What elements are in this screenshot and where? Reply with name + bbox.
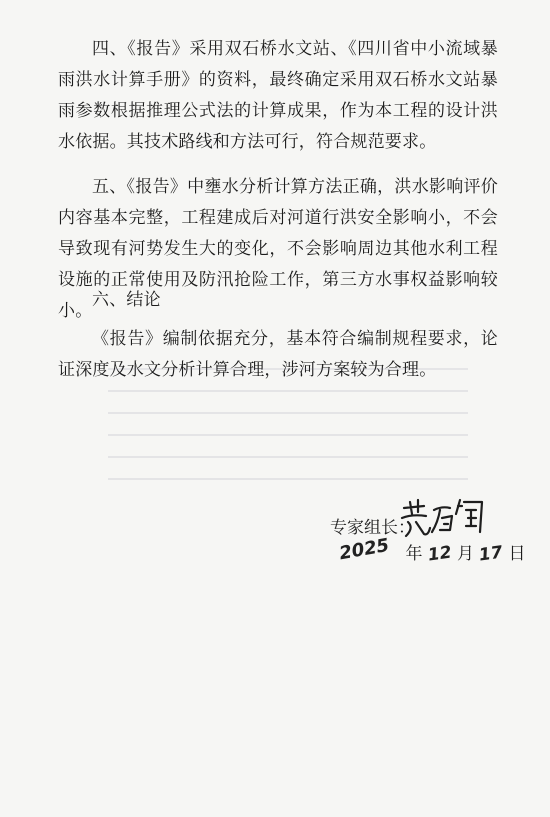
date-month: 12 xyxy=(426,542,453,566)
date-month-unit: 月 xyxy=(457,544,474,564)
paragraph-item-4: 四、《报告》采用双石桥水文站、《四川省中小流域暴雨洪水计算手册》的资料，最终确定采用双石桥水文站暴雨参数根据推理公式法的计算成果，作为本工程的设计洪水依据。其技术路线和方法可行，符合规范要求。 xyxy=(58,39,498,152)
date-day-unit: 日 xyxy=(508,544,526,564)
handwritten-signature xyxy=(398,492,488,542)
date-day: 17 xyxy=(478,542,505,566)
date-year: 2025 xyxy=(337,534,391,565)
paragraph-item-5: 五、《报告》中壅水分析计算方法正确，洪水影响评价内容基本完整，工程建成后对河道行洪安全影响小，不会导致现有河势发生大的变化，不会影响周边其他水利工程设施的正常使用及防汛抢险工作，第三方水事权益影响较小。 xyxy=(58,177,498,321)
signature-label: 专家组长： xyxy=(330,518,415,538)
paragraph-conclusion: 《报告》编制依据充分，基本符合编制规程要求，论证深度及水文分析计算合理，涉河方案较为合理。 xyxy=(58,329,498,380)
section-heading-conclusion: 六、结论 xyxy=(92,290,161,310)
date-year-unit: 年 xyxy=(405,544,423,564)
signature-date xyxy=(337,534,526,568)
